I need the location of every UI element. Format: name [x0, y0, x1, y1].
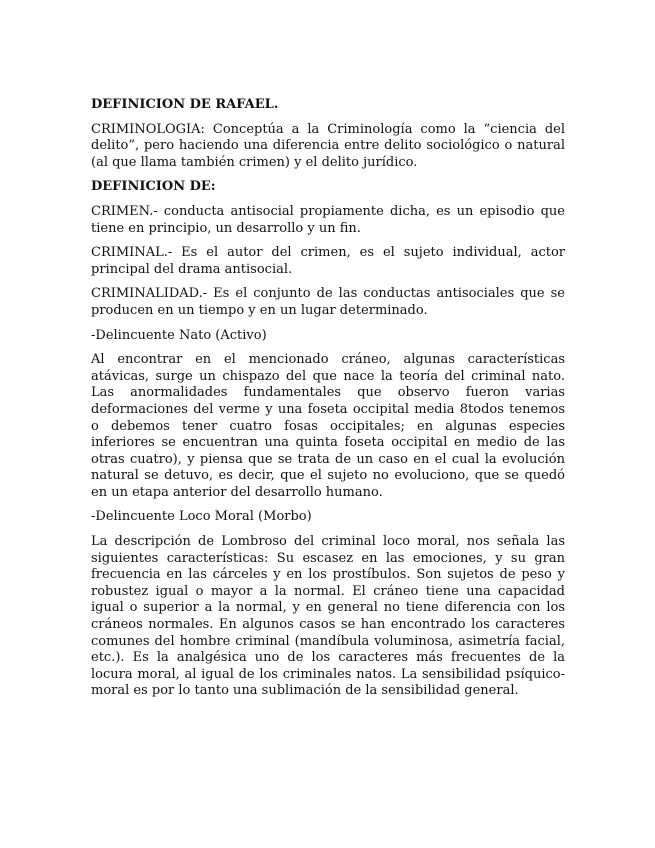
- paragraph-criminal: CRIMINAL.- Es el autor del crimen, es el sujeto individual, actor principal del drama antisocial.: [91, 245, 565, 277]
- heading-definicion-de: DEFINICION DE:: [91, 179, 216, 195]
- heading-definicion-rafael: DEFINICION DE RAFAEL.: [91, 97, 279, 112]
- document-page: [91, 97, 565, 708]
- paragraph-crimen: CRIMEN.- conducta antisocial propiamente dicha, es un episodio que tiene en principio, un desarrollo y un fin.: [91, 203, 565, 236]
- paragraph-delincuente-loco-moral: La descripción de Lombroso del criminal loco moral, nos señala las siguientes características: Su escasez en las emociones, y su gran frecuencia en las cárceles y en los prostíbulos. Son sujetos de peso y robustez igual o mayor a la normal. El cráneo tiene una capacidad igual o superior a la normal, y en general no tiene diferencia con los cráneos normales. En algunos casos se han encontrado los caracteres comunes del hombre criminal (mandíbula voluminosa, asimetría facial, etc.). Es la analgésica uno de los caracteres más frecuentes de la locura moral, al igual de los criminales natos. La sensibilidad psíquico-moral es por lo tanto una sublimación de la sensibilidad general.: [91, 534, 565, 699]
- paragraph-delincuente-nato: Al encontrar en el mencionado cráneo, algunas características atávicas, surge un chispazo del que nace la teoría del criminal nato. Las anormalidades fundamentales que observo fueron varias deformaciones del verme y una foseta occipital media 8todos tenemos o debemos tener cuatro fosas occipitales; en algunas especies inferiores se encuentran una quinta foseta occipital en medio de las otras cuatro), y piensa que se trata de un caso en el cual la evolución natural se detuvo, es decir, que el sujeto no evoluciono, que se quedó en un etapa anterior del desarrollo humano.: [91, 352, 565, 500]
- paragraph-criminalidad: CRIMINALIDAD.- Es el conjunto de las conductas antisociales que se producen en un tiempo y en un lugar determinado.: [91, 286, 565, 318]
- paragraph-criminologia: CRIMINOLOGIA: Conceptúa a la Criminología como la “ciencia del delito”, pero haciendo una diferencia entre delito sociológico o natural (al que llama también crimen) y el delito jurídico.: [91, 121, 565, 170]
- subtitle-delincuente-loco-moral: -Delincuente Loco Moral (Morbo): [91, 509, 312, 525]
- subtitle-delincuente-nato: -Delincuente Nato (Activo): [91, 327, 267, 343]
